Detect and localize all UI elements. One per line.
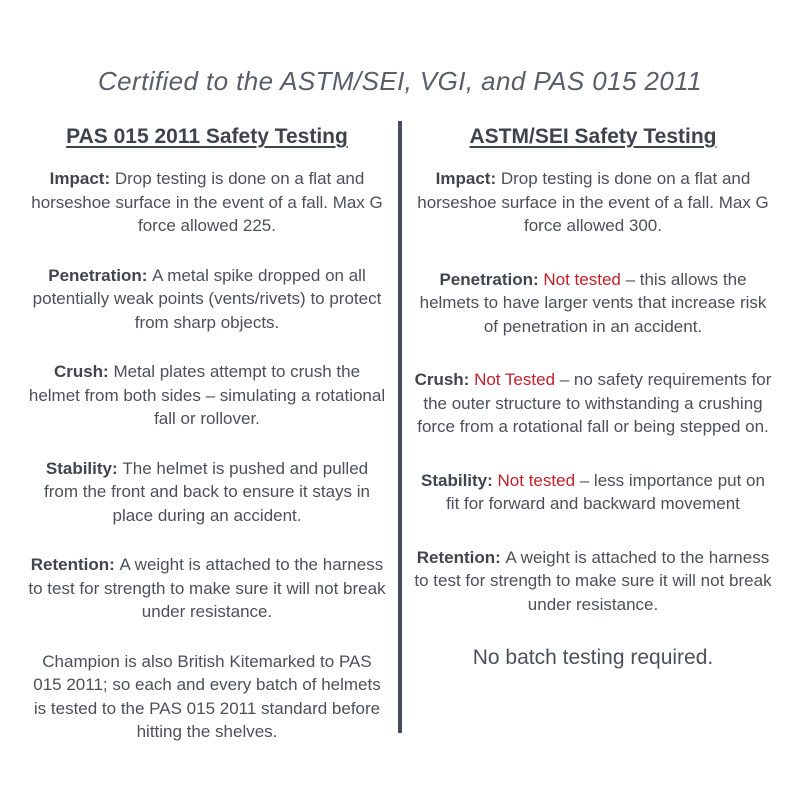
not-tested-highlight: Not tested	[497, 470, 580, 490]
test-description: The helmet is pushed and pulled from the front and back to ensure it stays in place during an accident.	[44, 458, 370, 525]
test-label: Penetration:	[439, 269, 544, 289]
test-description: – less importance put on fit for forward and backward movement	[446, 470, 765, 513]
test-paragraph	[28, 167, 386, 238]
test-label: Retention:	[416, 547, 506, 567]
test-label: Crush:	[53, 362, 114, 381]
astm-sei-paragraph-list	[414, 167, 772, 616]
test-label: Penetration:	[48, 265, 153, 285]
pas-015-column	[0, 121, 398, 770]
test-label: Stability:	[45, 458, 123, 478]
test-paragraph	[28, 360, 386, 431]
astm-sei-column-heading: ASTM/SEI Safety Testing	[469, 125, 717, 148]
test-label: Retention:	[30, 555, 120, 574]
comparison-columns	[0, 121, 800, 770]
test-label: Impact:	[49, 169, 115, 188]
test-description: – this allows the helmets to have larger vents that increase risk of penetration in an accident.	[419, 269, 767, 336]
test-paragraph	[28, 650, 386, 744]
test-description: Champion is also British Kitemarked to PAS 015 2011; so each and every batch of helmets is tested to the PAS 015 2011 standard before hitting the shelves.	[33, 651, 381, 741]
test-label: Impact:	[435, 169, 501, 188]
pas-015-paragraph-list	[28, 167, 386, 744]
page-title: Certified to the ASTM/SEI, VGI, and PAS 015 2011	[97, 66, 703, 96]
astm-sei-column	[402, 121, 800, 670]
not-tested-highlight: Not Tested	[474, 370, 560, 389]
test-description: A weight is attached to the harness to test for strength to make sure it will not break under resistance.	[28, 555, 386, 621]
test-description: – no safety requirements for the outer structure to withstanding a crushing force from a rotational fall or being stepped on.	[417, 370, 772, 436]
test-paragraph	[414, 469, 772, 516]
test-description: Metal plates attempt to crush the helmet from both sides – simulating a rotational fall or rollover.	[28, 362, 386, 428]
test-paragraph	[414, 368, 772, 439]
test-paragraph	[414, 546, 772, 617]
test-label: Stability:	[421, 470, 498, 490]
test-description: A metal spike dropped on all potentially weak points (vents/rivets) to protect from sharp objects.	[32, 265, 382, 332]
test-description: Drop testing is done on a flat and horseshoe surface in the event of a fall. Max G force allowed 300.	[417, 169, 769, 235]
test-paragraph	[414, 167, 772, 238]
not-tested-highlight: Not tested	[543, 269, 626, 289]
test-paragraph	[28, 553, 386, 624]
test-description: Drop testing is done on a flat and horseshoe surface in the event of a fall. Max G force allowed 225.	[31, 169, 383, 235]
test-paragraph	[414, 268, 772, 339]
batch-testing-footnote: No batch testing required.	[472, 646, 714, 669]
test-paragraph	[28, 264, 386, 335]
test-label: Crush:	[414, 370, 475, 389]
test-paragraph	[28, 457, 386, 528]
test-description: A weight is attached to the harness to test for strength to make sure it will not break under resistance.	[414, 547, 772, 614]
pas-015-column-heading: PAS 015 2011 Safety Testing	[66, 125, 348, 148]
